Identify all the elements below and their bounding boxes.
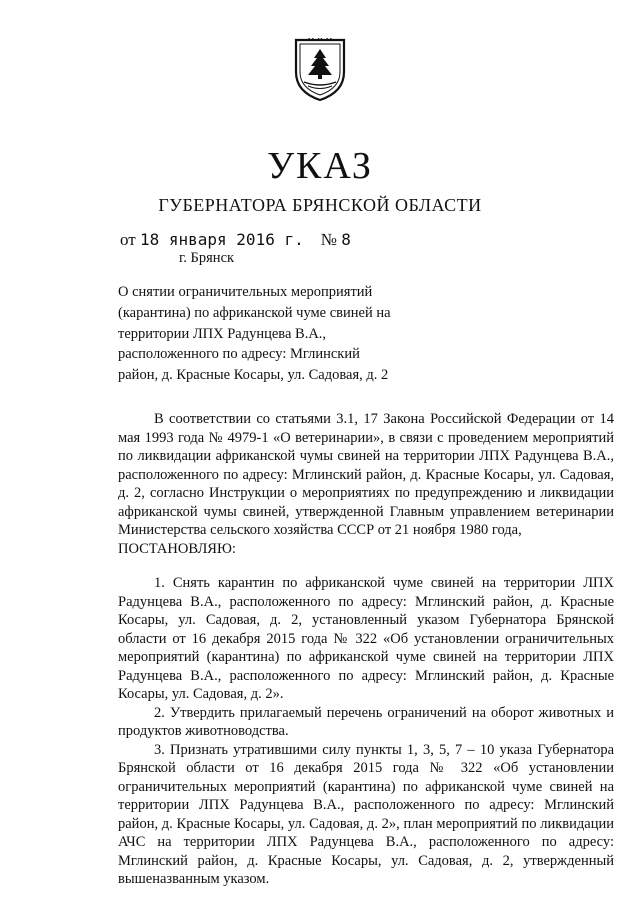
order-item-3: 3. Признать утратившими силу пункты 1, 3, 5, 7 – 10 указа Губернатора Брянской области от 16 декабря 2015 года № 322 «Об установлении ограничительных мероприятий (карантина) по африканской чуме свиней на территории ЛПХ Радунцева В.А., расположенного по адресу: Мглинский район, д. Красные Косары, ул. Садовая, д. 2», план мероприятий по ликвидации АЧС на территории ЛПХ Радунцева В.А., расположенного по адресу: Мглинский район, д. Красные Косары, ул. Садовая, д. 2, утвержденный вышеназванным указом. xyxy=(118,741,614,887)
document-number: 8 xyxy=(341,230,351,249)
document-city: г. Брянск xyxy=(179,250,235,266)
resolve-heading: ПОСТАНОВЛЯЮ: xyxy=(118,540,236,557)
coat-of-arms-emblem xyxy=(294,38,346,102)
order-item-2: 2. Утвердить прилагаемый перечень ограничений на оборот животных и продуктов животноводства. xyxy=(118,704,614,739)
date-prefix: от xyxy=(120,230,136,249)
document-title: УКАЗ xyxy=(267,145,373,187)
preamble-paragraph: В соответствии со статьями 3.1, 17 Закона Российской Федерации от 14 мая 1993 года № 4979-1 «О ветеринарии», в связи с проведением мероприятий по ликвидации африканской чумы свиней на территории ЛПХ Радунцева В.А., расположенного по адресу: Мглинский район, д. Красные Косары, ул. Садовая, д. 2, согласно Инструкции о мероприятиях по предупреждению и ликвидации африканской чумы свиней, утвержденной Главным управлением ветеринарии Министерства сельского хозяйства СССР от 21 ноября 1980 года, xyxy=(118,411,614,538)
document-subject: О снятии ограничительных мероприятий (карантина) по африканской чуме свиней на территории ЛПХ Радунцева В.А., расположенного по адресу: Мглинский район, д. Красные Косары, ул. Садовая, д. 2 xyxy=(118,284,391,384)
number-prefix: № xyxy=(320,230,337,249)
order-item-1: 1. Снять карантин по африканской чуме свиней на территории ЛПХ Радунцева В.А., расположенного по адресу: Мглинский район, д. Красные Косары, ул. Садовая, д. 2, установленный указом Губернатора Брянской области от 16 декабря 2015 года № 322 «Об установлении ограничительных мероприятий (карантина) по африканской чуме свиней на территории ЛПХ Радунцева В.А., расположенного по адресу: Мглинский район, д. Красные Косары, ул. Садовая, д. 2». xyxy=(118,575,614,702)
document-body xyxy=(118,410,614,889)
date-number-line xyxy=(120,230,351,250)
document-date: 18 января 2016 г. xyxy=(139,230,304,249)
document-subtitle: ГУБЕРНАТОРА БРЯНСКОЙ ОБЛАСТИ xyxy=(158,195,482,215)
